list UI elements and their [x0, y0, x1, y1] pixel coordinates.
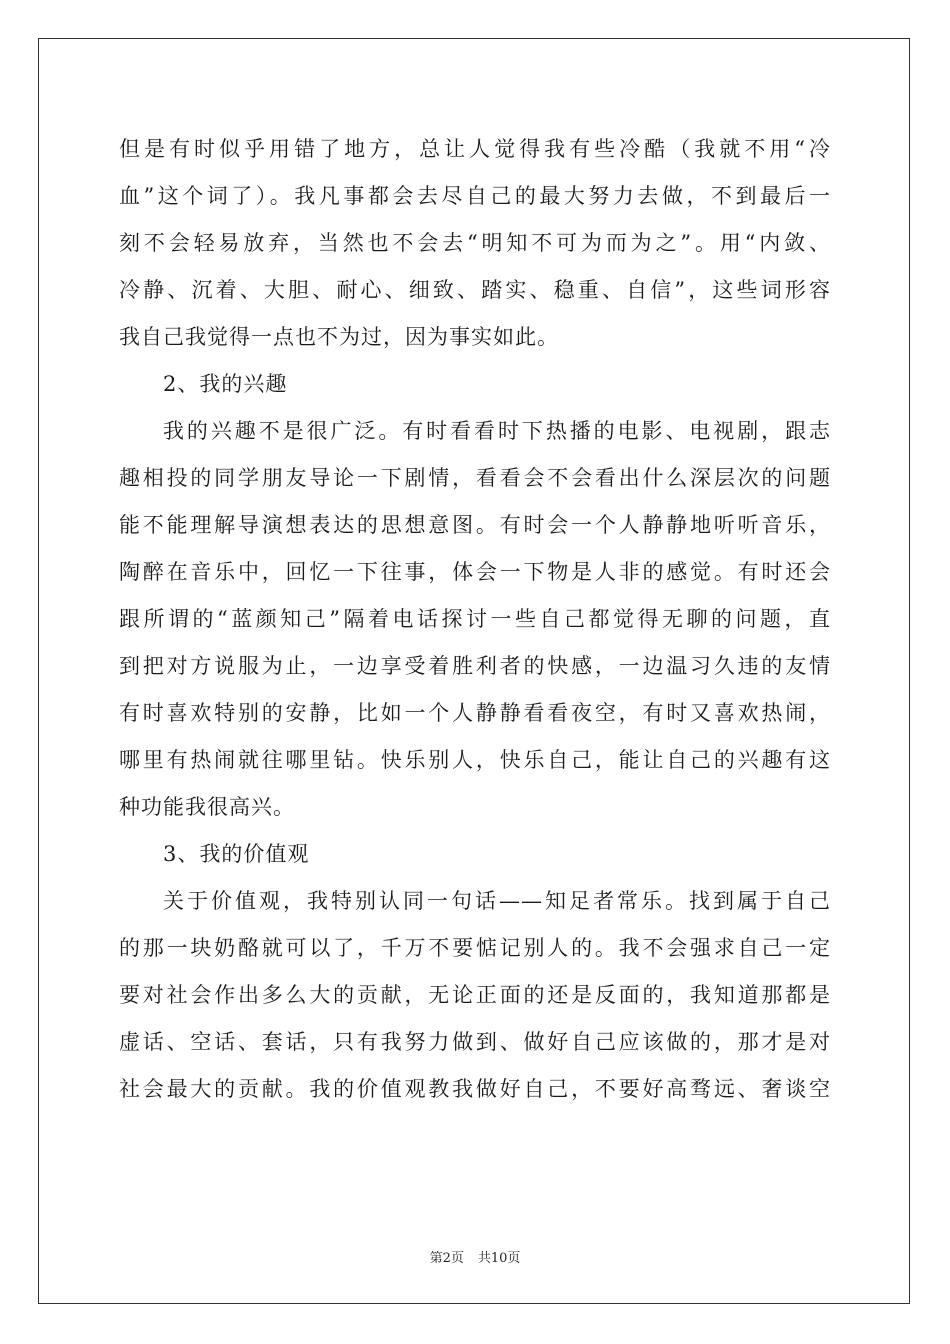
- paragraph-line: 我的兴趣不是很广泛。有时看看时下热播的电影、电视剧，跟志: [163, 419, 831, 443]
- paragraph-line: 但是有时似乎用错了地方，总让人觉得我有些冷酷（我就不用“冷: [119, 137, 831, 161]
- document-body: [119, 126, 831, 1113]
- paragraph-line: 种功能我很高兴。: [119, 795, 295, 819]
- paragraph-line: 趣相投的同学朋友导论一下剧情，看看会不会看出什么深层次的问题: [119, 466, 831, 490]
- paragraph-line: 冷静、沉着、大胆、耐心、细致、踏实、稳重、自信”，这些词形容: [119, 278, 831, 302]
- paragraph-line: 陶醉在音乐中，回忆一下往事，体会一下物是人非的感觉。有时还会: [119, 560, 831, 584]
- page-number: 第2页: [429, 1251, 464, 1266]
- paragraph-line: 哪里有热闹就往哪里钻。快乐别人，快乐自己，能让自己的兴趣有这: [119, 748, 831, 772]
- paragraph-line: 到把对方说服为止，一边享受着胜利者的快感，一边温习久违的友情: [119, 654, 831, 678]
- section-heading: 3、我的价值观: [163, 842, 310, 866]
- paragraph-line: 血”这个词了）。我凡事都会去尽自己的最大努力去做，不到最后一: [119, 184, 831, 208]
- paragraph-line: 跟所谓的“蓝颜知己”隔着电话探讨一些自己都觉得无聊的问题，直: [119, 607, 831, 631]
- paragraph-line: 虚话、空话、套话，只有我努力做到、做好自己应该做的，那才是对: [119, 1030, 831, 1054]
- section-heading: 2、我的兴趣: [163, 372, 288, 396]
- paragraph-line: 的那一块奶酪就可以了，千万不要惦记别人的。我不会强求自己一定: [119, 936, 831, 960]
- page-footer: [0, 1247, 950, 1266]
- paragraph-line: 关于价值观，我特别认同一句话——知足者常乐。找到属于自己: [163, 889, 831, 913]
- page-total: 共10页: [477, 1251, 521, 1266]
- paragraph-line: 我自己我觉得一点也不为过，因为事实如此。: [119, 325, 559, 349]
- paragraph-line: 社会最大的贡献。我的价值观教我做好自己，不要好高骛远、奢谈空: [119, 1077, 831, 1101]
- paragraph-line: 刻不会轻易放弃，当然也不会去“明知不可为而为之”。用“内敛、: [119, 231, 831, 255]
- paragraph-line: 有时喜欢特别的安静，比如一个人静静看看夜空，有时又喜欢热闹，: [119, 701, 831, 725]
- paragraph-line: 要对社会作出多么大的贡献，无论正面的还是反面的，我知道那都是: [119, 983, 831, 1007]
- paragraph-line: 能不能理解导演想表达的思想意图。有时会一个人静静地听听音乐，: [119, 513, 831, 537]
